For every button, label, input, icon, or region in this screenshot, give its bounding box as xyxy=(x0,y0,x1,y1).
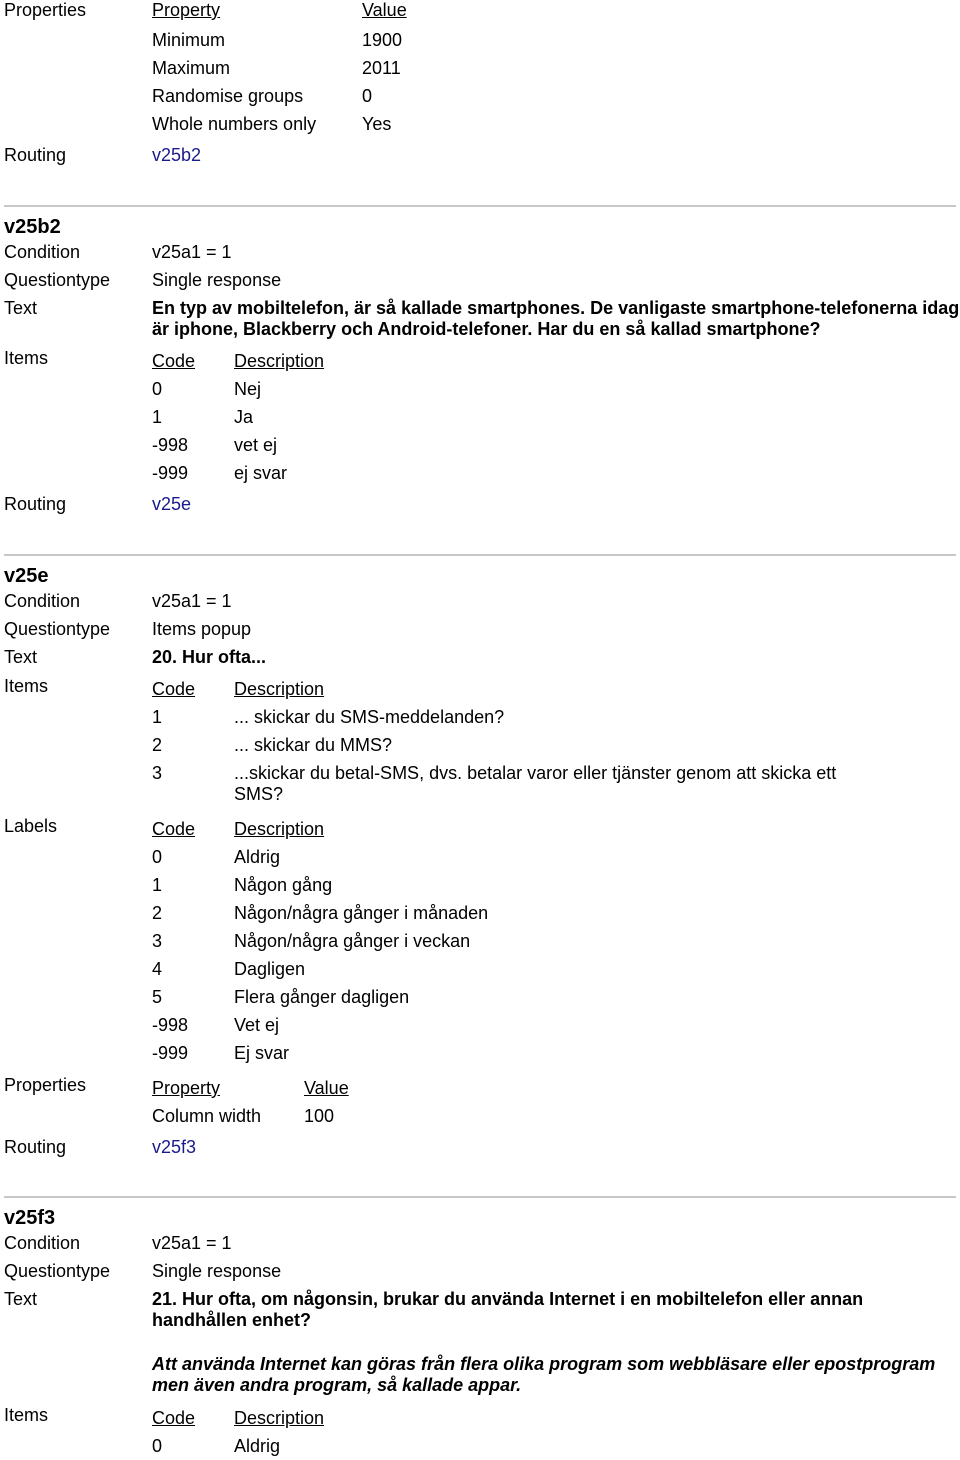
item-code: 0 xyxy=(152,1436,163,1456)
item-description: Aldrig xyxy=(234,1436,281,1456)
routing-label: Routing xyxy=(4,494,67,514)
questiontype-label: Questiontype xyxy=(4,619,111,639)
label-code: 3 xyxy=(152,931,163,951)
item-description: ... skickar du SMS-meddelanden? xyxy=(234,707,505,727)
question-title: v25f3 xyxy=(4,1207,56,1229)
labels-label: Labels xyxy=(4,816,58,836)
question-title: v25b2 xyxy=(4,216,61,238)
item-code: 1 xyxy=(152,407,163,427)
condition-label: Condition xyxy=(4,242,81,262)
condition-label: Condition xyxy=(4,1233,81,1253)
label-code: 2 xyxy=(152,903,163,923)
questiontype-value: Items popup xyxy=(152,619,252,639)
questiontype-value: Single response xyxy=(152,270,282,290)
property-value: 0 xyxy=(362,86,373,106)
code-column-header: Code xyxy=(152,679,196,699)
section-divider xyxy=(4,554,956,556)
item-description: vet ej xyxy=(234,435,278,455)
item-code: 1 xyxy=(152,707,163,727)
item-code: 0 xyxy=(152,379,163,399)
property-value: 100 xyxy=(304,1106,335,1126)
code-column-header: Code xyxy=(152,819,196,839)
question-text: 20. Hur ofta... xyxy=(152,647,267,667)
item-code: -999 xyxy=(152,463,189,483)
property-name: Maximum xyxy=(152,58,231,78)
code-column-header: Code xyxy=(152,1408,196,1428)
text-label: Text xyxy=(4,1289,38,1309)
label-description: Aldrig xyxy=(234,847,281,867)
label-code: -998 xyxy=(152,1015,189,1035)
property-value: Yes xyxy=(362,114,392,134)
questiontype-label: Questiontype xyxy=(4,1261,111,1281)
description-column-header: Description xyxy=(234,351,325,371)
label-description: Någon gång xyxy=(234,875,333,895)
value-column-header: Value xyxy=(362,0,407,20)
label-description: Ej svar xyxy=(234,1043,290,1063)
description-column-header: Description xyxy=(234,1408,325,1428)
properties-label: Properties xyxy=(4,1075,87,1095)
property-column-header: Property xyxy=(152,1078,221,1098)
routing-link[interactable]: v25b2 xyxy=(152,145,202,165)
items-label: Items xyxy=(4,348,49,368)
condition-value: v25a1 = 1 xyxy=(152,1233,232,1253)
section-divider xyxy=(4,1196,956,1198)
properties-label: Properties xyxy=(4,0,87,20)
item-description: ...skickar du betal-SMS, dvs. betalar varor eller tjänster genom att skicka ett SMS? xyxy=(234,763,837,804)
questiontype-label: Questiontype xyxy=(4,270,111,290)
label-code: 1 xyxy=(152,875,163,895)
item-description: Ja xyxy=(234,407,254,427)
questiontype-value: Single response xyxy=(152,1261,282,1281)
property-column-header: Property xyxy=(152,0,221,20)
label-description: Vet ej xyxy=(234,1015,280,1035)
value-column-header: Value xyxy=(304,1078,349,1098)
property-name: Minimum xyxy=(152,30,226,50)
section-divider xyxy=(4,205,956,207)
property-name: Whole numbers only xyxy=(152,114,317,134)
question-text: En typ av mobiltelefon, är så kallade smartphones. De vanligaste smartphone-telefonerna idag är iphone, Blackberry och Android-telefoner. Har du en så kallad smartphone? xyxy=(152,298,960,339)
text-label: Text xyxy=(4,298,38,318)
item-description: Nej xyxy=(234,379,262,399)
description-column-header: Description xyxy=(234,679,325,699)
question-text: 21. Hur ofta, om någonsin, brukar du använda Internet i en mobiltelefon eller annan handhållen enhet? xyxy=(152,1289,864,1330)
label-code: 0 xyxy=(152,847,163,867)
property-value: 1900 xyxy=(362,30,403,50)
condition-value: v25a1 = 1 xyxy=(152,591,232,611)
label-description: Någon/några gånger i månaden xyxy=(234,903,489,923)
property-name: Column width xyxy=(152,1106,262,1126)
label-description: Dagligen xyxy=(234,959,306,979)
question-note: Att använda Internet kan göras från flera olika program som webbläsare eller epostprogram men även andra program, så kallade appar. xyxy=(152,1354,936,1395)
code-column-header: Code xyxy=(152,351,196,371)
items-label: Items xyxy=(4,1405,49,1425)
item-description: ej svar xyxy=(234,463,288,483)
label-code: 5 xyxy=(152,987,163,1007)
label-description: Flera gånger dagligen xyxy=(234,987,410,1007)
routing-label: Routing xyxy=(4,145,67,165)
question-title: v25e xyxy=(4,565,49,587)
description-column-header: Description xyxy=(234,819,325,839)
label-description: Någon/några gånger i veckan xyxy=(234,931,471,951)
label-code: 4 xyxy=(152,959,163,979)
routing-label: Routing xyxy=(4,1137,67,1157)
label-code: -999 xyxy=(152,1043,189,1063)
items-label: Items xyxy=(4,676,49,696)
property-value: 2011 xyxy=(362,58,401,78)
item-code: 2 xyxy=(152,735,163,755)
item-description: ... skickar du MMS? xyxy=(234,735,393,755)
item-code: 3 xyxy=(152,763,163,783)
property-name: Randomise groups xyxy=(152,86,304,106)
condition-label: Condition xyxy=(4,591,81,611)
item-code: -998 xyxy=(152,435,189,455)
text-label: Text xyxy=(4,647,38,667)
routing-link[interactable]: v25f3 xyxy=(152,1137,197,1157)
condition-value: v25a1 = 1 xyxy=(152,242,232,262)
routing-link[interactable]: v25e xyxy=(152,494,192,514)
